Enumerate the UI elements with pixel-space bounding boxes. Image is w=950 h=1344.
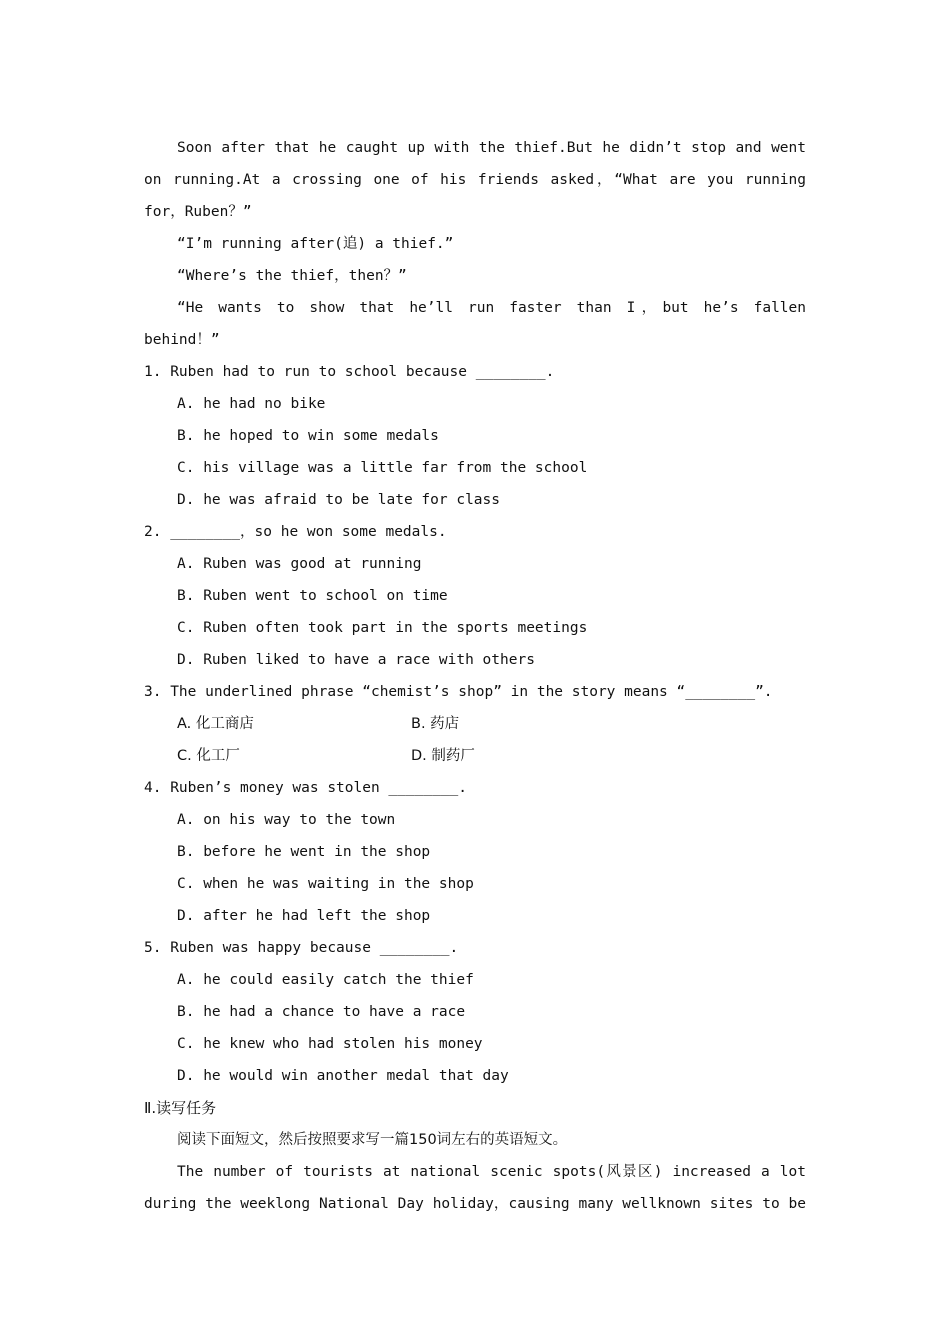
question-2 (144, 516, 806, 676)
story-paragraph-2: “I’m running after(追) a thief.” (177, 236, 454, 252)
option-d: D. Ruben liked to have a race with others (177, 652, 535, 668)
option-c: C. Ruben often took part in the sports meetings (177, 620, 588, 636)
question-4 (144, 772, 806, 932)
option-c: C. his village was a little far from the school (177, 460, 588, 476)
option-b: B. he had a chance to have a race (177, 1004, 466, 1020)
story-paragraph-1: Soon after that he caught up with the thief.But he didn’t stop and went on running.At a crossing one of his friends asked，“What are you running for，Ruben？” (144, 140, 806, 220)
option-c: C. when he was waiting in the shop (177, 876, 474, 892)
option-d: D. he was afraid to be late for class (177, 492, 501, 508)
option-d: D. 制药厂 (411, 748, 475, 764)
question-stem: 1. Ruben had to run to school because ________. (144, 364, 555, 380)
question-5 (144, 932, 806, 1092)
section-title: Ⅱ.读写任务 (144, 1099, 217, 1117)
option-d: D. he would win another medal that day (177, 1068, 509, 1084)
option-b: B. 药店 (411, 716, 460, 732)
option-c: C. 化工厂 (177, 748, 240, 764)
option-a: A. 化工商店 (177, 716, 254, 732)
option-a: A. Ruben was good at running (177, 556, 422, 572)
story-paragraph-4: “He wants to show that he’ll run faster than I，but he’s fallen behind！” (144, 300, 806, 348)
section-instruction: 阅读下面短文，然后按照要求写一篇150词左右的英语短文。 (177, 1132, 568, 1148)
document-page (144, 132, 806, 1220)
question-3 (144, 676, 806, 772)
option-row (144, 740, 806, 772)
story-paragraph-3: “Where’s the thief，then？” (177, 268, 407, 284)
section-passage: The number of tourists at national scenic spots(风景区) increased a lot during the weeklong National Day holiday，causing many wellknown sites to be (144, 1164, 806, 1212)
option-a: A. he could easily catch the thief (177, 972, 474, 988)
option-b: B. he hoped to win some medals (177, 428, 439, 444)
option-a: A. on his way to the town (177, 812, 396, 828)
question-stem: 3. The underlined phrase “chemist’s shop” in the story means “________”. (144, 684, 773, 700)
question-stem: 2. ________，so he won some medals. (144, 524, 447, 540)
option-d: D. after he had left the shop (177, 908, 431, 924)
option-c: C. he knew who had stolen his money (177, 1036, 483, 1052)
option-b: B. Ruben went to school on time (177, 588, 448, 604)
option-b: B. before he went in the shop (177, 844, 431, 860)
question-stem: 5. Ruben was happy because ________. (144, 940, 459, 956)
question-1 (144, 356, 806, 516)
option-row (144, 708, 806, 740)
option-a: A. he had no bike (177, 396, 326, 412)
question-stem: 4. Ruben’s money was stolen ________. (144, 780, 468, 796)
